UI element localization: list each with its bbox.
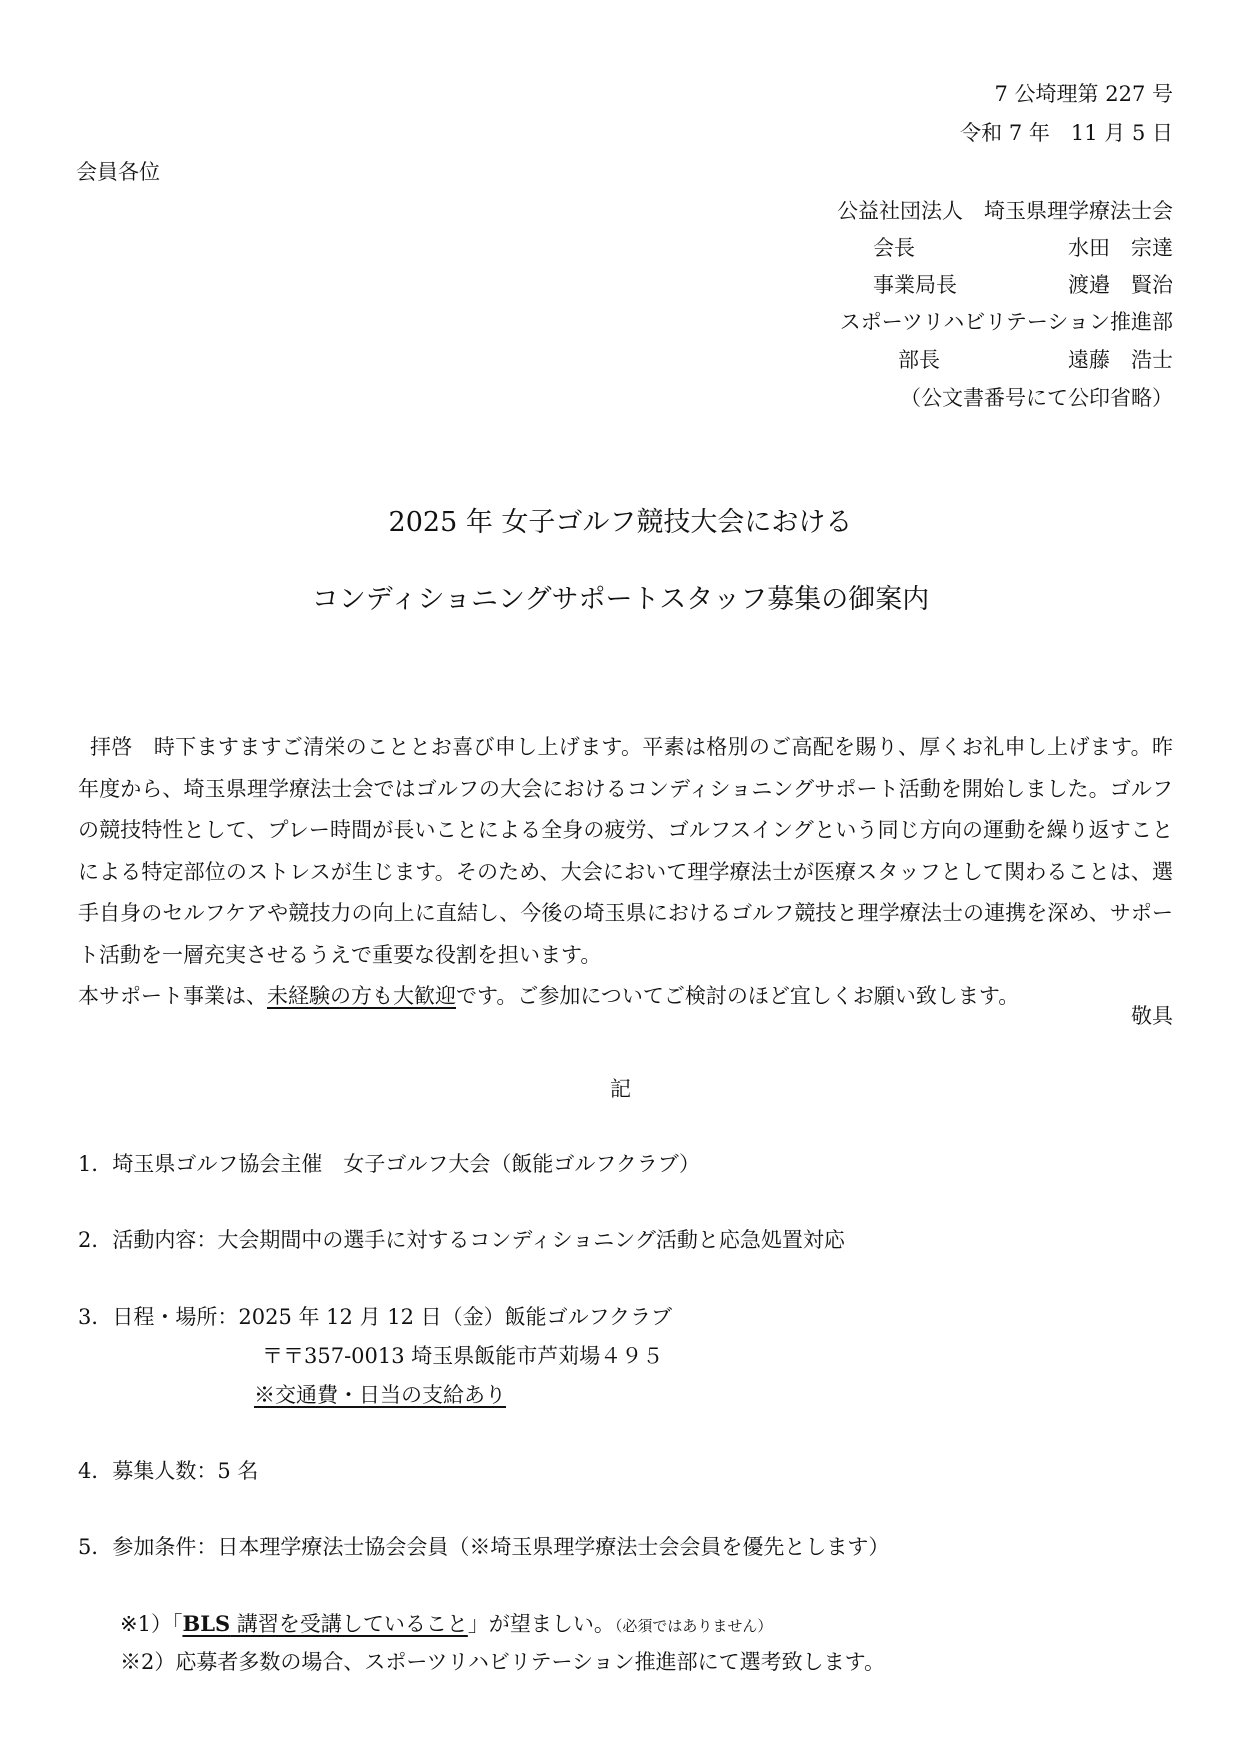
note-1-bold: BLS (182, 1611, 231, 1636)
sender-dept-head (898, 346, 1173, 374)
ki-heading: 記 (610, 1077, 631, 1101)
document-number: 7 公埼理第 227 号 (994, 82, 1173, 106)
body-paragraph-1: 拝啓 時下ますますご清栄のこととお喜び申し上げます。平素は格別のご高配を賜り、厚くお礼申し上げます。昨年度から、埼玉県理学療法士会ではゴルフの大会におけるコンディショニングサポート活動を開始しました。ゴルフの競技特性として、プレー時間が長いことによる全身の疲労、ゴルフスイングという同じ方向の運動を繰り返すことによる特定部位のストレスが生じます。そのため、大会において理学療法士が医療スタッフとして関わることは、選手自身のセルフケアや競技力の向上に直結し、今後の埼玉県におけるゴルフ競技と理学療法士の連携を深め、サポート活動を一層充実させるうえで重要な役割を担います。 (78, 735, 1173, 967)
sender-department: スポーツリハビリテーション推進部 (839, 310, 1173, 334)
note-2: ※2）応募者多数の場合、スポーツリハビリテーション推進部にて選考致します。 (120, 1650, 885, 1674)
para2-underline: 未経験の方も大歓迎 (267, 984, 456, 1008)
recipient: 会員各位 (76, 160, 160, 184)
sender-president (873, 234, 1173, 262)
para2-post: です。ご参加についてご検討のほど宜しくお願い致します。 (456, 984, 1020, 1008)
president-name: 水田 宗達 (1068, 236, 1173, 260)
item-3 (78, 1303, 672, 1331)
closing: 敬具 (1131, 1004, 1173, 1028)
sender-organization: 公益社団法人 埼玉県理学療法士会 (837, 199, 1173, 223)
item-2: 2．活動内容：大会期間中の選手に対するコンディショニング活動と応急処置対応 (78, 1228, 845, 1252)
secretary-name: 渡邉 賢治 (1068, 273, 1173, 297)
secretary-role: 事業局長 (873, 273, 957, 297)
item-3-address: 〒〒357-0013 埼玉県飯能市芦苅場４９５ (262, 1344, 664, 1368)
body-text (78, 727, 1173, 1018)
note-1-underline: 講習を受講していること (230, 1612, 468, 1636)
title-line-1: 2025 年 女子ゴルフ競技大会における (388, 507, 853, 538)
note-1-prefix: ※1）「 (120, 1612, 183, 1636)
item-1: 1．埼玉県ゴルフ協会主催 女子ゴルフ大会（飯能ゴルフクラブ） (78, 1152, 700, 1176)
item-3-note: ※交通費・日当の支給あり (254, 1383, 506, 1407)
item-4: 4．募集人数：5 名 (78, 1459, 259, 1483)
body-paragraph-2 (78, 976, 1173, 1018)
sender-secretary (873, 271, 1173, 299)
item-3-date: 2025 年 12 月 12 日（金）飯能ゴルフクラブ (238, 1305, 673, 1329)
title-line-2: コンディショニングサポートスタッフ募集の御案内 (311, 584, 930, 615)
item-5: 5．参加条件：日本理学療法士協会会員（※埼玉県理学療法士会会員を優先とします） (78, 1535, 890, 1559)
note-1-small: （必須ではありません） (614, 1617, 773, 1635)
note-1 (120, 1610, 772, 1640)
note-1-suffix: 」が望ましい。 (467, 1612, 615, 1636)
document-date: 令和 7 年 11 月 5 日 (960, 121, 1173, 145)
item-3-label: 3．日程・場所： (78, 1305, 239, 1329)
president-role: 会長 (873, 236, 915, 260)
dept-head-role: 部長 (898, 348, 940, 372)
dept-head-name: 遠藤 浩士 (1068, 348, 1173, 372)
seal-note: （公文書番号にて公印省略） (900, 386, 1173, 410)
para2-pre: 本サポート事業は、 (78, 984, 267, 1008)
